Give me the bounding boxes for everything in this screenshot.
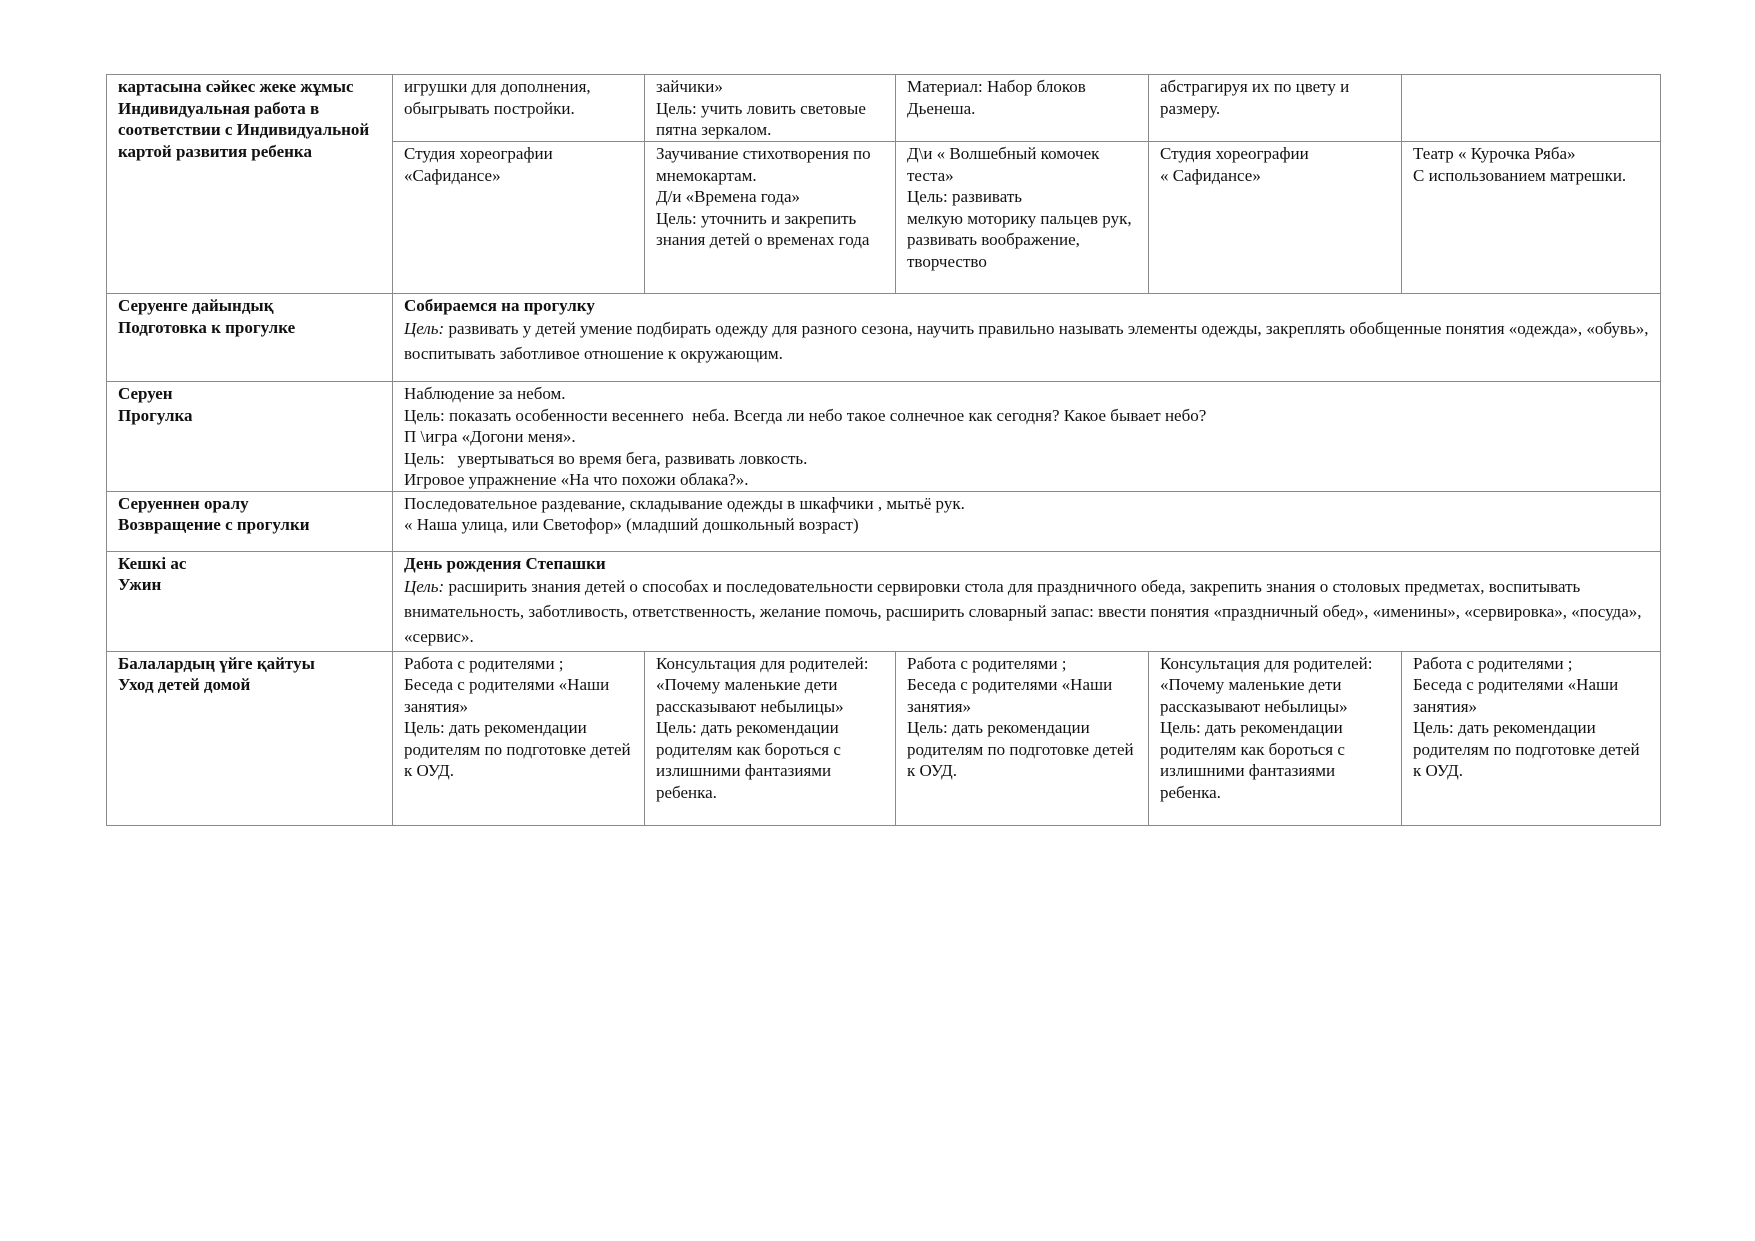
daily-plan-table [106,74,1661,826]
row-label-walk: Серуен Прогулка [107,382,393,492]
table-row-walk-prep [107,294,1661,382]
row-label-return: Серуеннен оралу Возвращение с прогулки [107,491,393,551]
walk-content: Наблюдение за небом. Цель: показать особенности весеннего неба. Всегда ли небо такое солнечное как сегодня? Какое бывает небо? П \игра «Догони меня». Цель: увертываться во время бега, развивать ловкость. Игровое упражнение «На что похожи облака?». [393,382,1661,492]
walk-prep-title: Собираемся на прогулку [404,296,595,315]
going-home-cell-4: Консультация для родителей: «Почему маленькие дети рассказывают небылицы» Цель: дать рекомендации родителям как бороться с излишними фантазиями ребенка. [1149,651,1402,825]
individual-bottom-cell-1: Студия хореографии «Сафидансе» [393,142,645,294]
individual-top-cell-3: Материал: Набор блоков Дьенеша. [896,75,1149,142]
walk-prep-goal: Цель: развивать у детей умение подбирать одежду для разного сезона, научить правильно называть элементы одежды, закреплять обобщенные понятия «одежда», «обувь», воспитывать заботливое отношение к окружающим. [404,319,1649,363]
row-label-individual: картасына сәйкес жеке жұмыс Индивидуальная работа в соответствии с Индивидуальной картой развития ребенка [107,75,393,294]
individual-bottom-cell-4: Студия хореографии « Сафидансе» [1149,142,1402,294]
dinner-goal: Цель: расширить знания детей о способах и последовательности сервировки стола для праздничного обеда, закрепить знания о столовых предметах, воспитывать внимательность, заботливость, ответственность, желание помочь, расширить словарный запас: ввести понятия «праздничный обед», «именины», «сервировка», «посуда», «сервис». [404,576,1642,646]
table-row-dinner [107,551,1661,651]
individual-bottom-cell-2: Заучивание стихотворения по мнемокартам. Д/и «Времена года» Цель: уточнить и закрепить знания детей о временах года [645,142,896,294]
row-label-going-home: Балалардың үйге қайтуы Уход детей домой [107,651,393,825]
table-row-walk [107,382,1661,492]
return-content: Последовательное раздевание, складывание одежды в шкафчики , мытьё рук. « Наша улица, или Светофор» (младший дошкольный возраст) [393,491,1661,551]
table-row-going-home [107,651,1661,825]
individual-top-cell-1: игрушки для дополнения, обыгрывать постройки. [393,75,645,142]
individual-top-cell-4: абстрагируя их по цвету и размеру. [1149,75,1402,142]
individual-top-cell-5 [1402,75,1661,142]
dinner-title: День рождения Степашки [404,553,606,573]
table-row-individual-top [107,75,1661,142]
row-label-walk-prep: Серуенге дайындық Подготовка к прогулке [107,294,393,382]
individual-top-cell-2: зайчики» Цель: учить ловить световые пятна зеркалом. [645,75,896,142]
dinner-content [393,551,1661,651]
going-home-cell-1: Работа с родителями ; Беседа с родителями «Наши занятия» Цель: дать рекомендации родителям по подготовке детей к ОУД. [393,651,645,825]
going-home-cell-3: Работа с родителями ; Беседа с родителями «Наши занятия» Цель: дать рекомендации родителям по подготовке детей к ОУД. [896,651,1149,825]
individual-bottom-cell-5: Театр « Курочка Ряба» С использованием матрешки. [1402,142,1661,294]
row-label-dinner: Кешкі ас Ужин [107,551,393,651]
table-row-return [107,491,1661,551]
individual-bottom-cell-3: Д\и « Волшебный комочек теста» Цель: развивать мелкую моторику пальцев рук, развивать воображение, творчество [896,142,1149,294]
walk-prep-content [393,294,1661,382]
going-home-cell-5: Работа с родителями ; Беседа с родителями «Наши занятия» Цель: дать рекомендации родителям по подготовке детей к ОУД. [1402,651,1661,825]
going-home-cell-2: Консультация для родителей: «Почему маленькие дети рассказывают небылицы» Цель: дать рекомендации родителям как бороться с излишними фантазиями ребенка. [645,651,896,825]
